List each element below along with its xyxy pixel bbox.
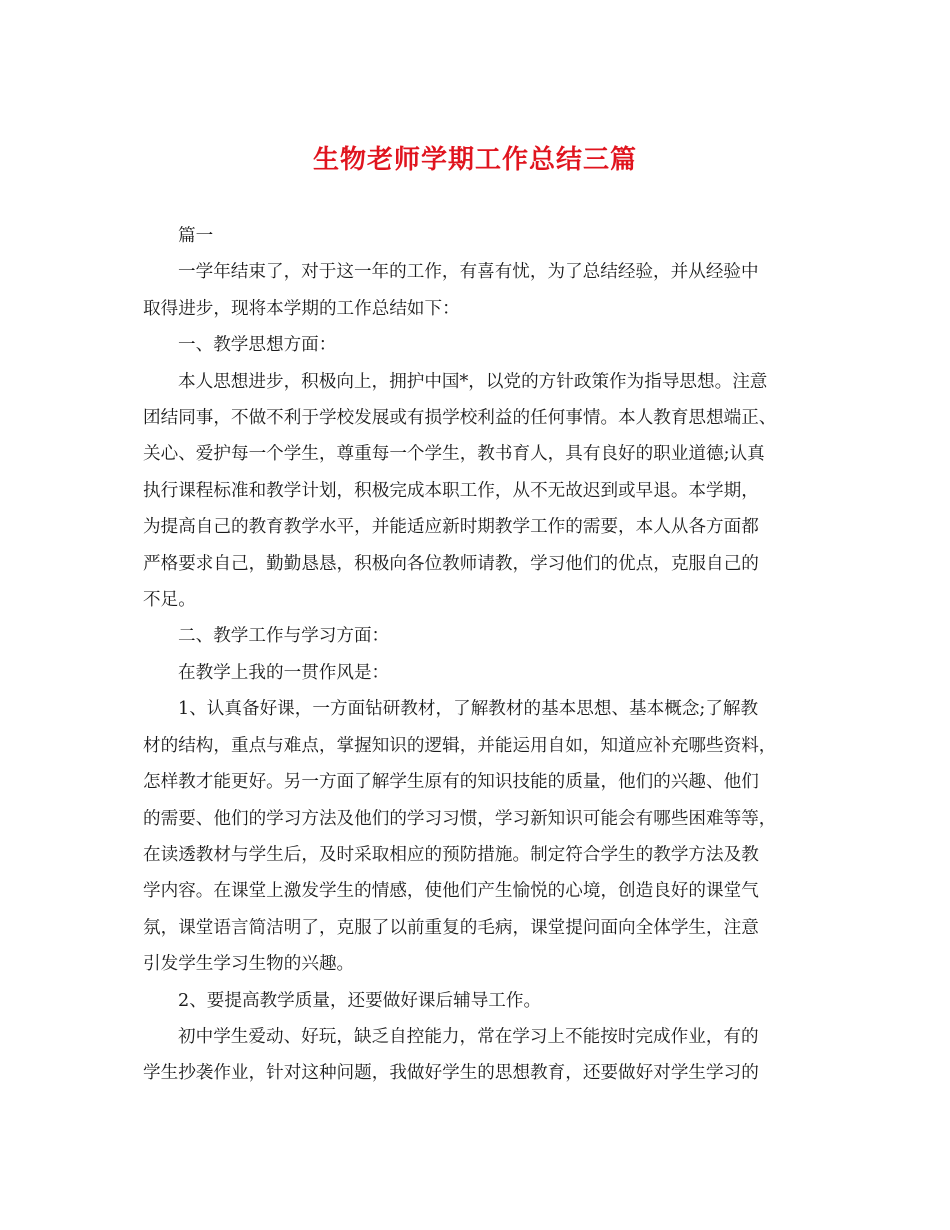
document-title: 生物老师学期工作总结三篇: [312, 145, 637, 175]
body-line: 篇一: [178, 226, 214, 246]
body-line: 2、要提高教学质量，还要做好课后辅导工作。: [178, 990, 542, 1011]
body-line: 本人思想进步，积极向上，拥护中国*，以党的方针政策作为指导思想。注意: [178, 371, 768, 392]
body-line: 取得进步，现将本学期的工作总结如下：: [143, 298, 460, 319]
body-line: 一、教学思想方面：: [178, 335, 337, 356]
body-line: 一学年结束了，对于这一年的工作，有喜有忧，为了总结经验，并从经验中: [178, 262, 759, 283]
body-line: 引发学生学习生物的兴趣。: [143, 954, 355, 975]
body-line: 关心、爱护每一个学生，尊重每一个学生，教书育人，具有良好的职业道德;认真: [143, 444, 765, 465]
body-line: 1、认真备好课，一方面钻研教材，了解教材的基本思想、基本概念;了解教: [178, 699, 759, 720]
body-line: 初中学生爱动、好玩，缺乏自控能力，常在学习上不能按时完成作业，有的: [178, 1026, 759, 1047]
body-line: 不足。: [143, 590, 196, 611]
document-body: [143, 218, 808, 1092]
body-line: 二、教学工作与学习方面：: [178, 626, 390, 647]
body-line: 在读透教材与学生后，及时采取相应的预防措施。制定符合学生的教学方法及教: [143, 844, 759, 865]
body-line: 为提高自己的教育教学水平，并能适应新时期教学工作的需要，本人从各方面都: [143, 517, 759, 538]
body-line: 学生抄袭作业，针对这种问题，我做好学生的思想教育，还要做好对学生学习的: [143, 1063, 759, 1084]
body-line: 的需要、他们的学习方法及他们的学习习惯，学习新知识可能会有哪些困难等等，: [143, 808, 777, 829]
body-line: 怎样教才能更好。另一方面了解学生原有的知识技能的质量，他们的兴趣、他们: [143, 772, 759, 793]
body-line: 氛，课堂语言简洁明了，克服了以前重复的毛病，课堂提问面向全体学生，注意: [143, 917, 759, 938]
body-line: 材的结构，重点与难点，掌握知识的逻辑，并能运用自如，知道应补充哪些资料，: [143, 735, 777, 756]
body-line: 严格要求自己，勤勤恳恳，积极向各位教师请教，学习他们的优点，克服自己的: [143, 553, 759, 574]
body-line: 学内容。在课堂上激发学生的情感，使他们产生愉悦的心境，创造良好的课堂气: [143, 881, 759, 902]
body-line: 团结同事，不做不利于学校发展或有损学校利益的任何事情。本人教育思想端正、: [143, 408, 777, 429]
body-line: 在教学上我的一贯作风是：: [178, 662, 390, 683]
body-line: 执行课程标准和教学计划，积极完成本职工作，从不无故迟到或早退。本学期，: [143, 480, 759, 501]
